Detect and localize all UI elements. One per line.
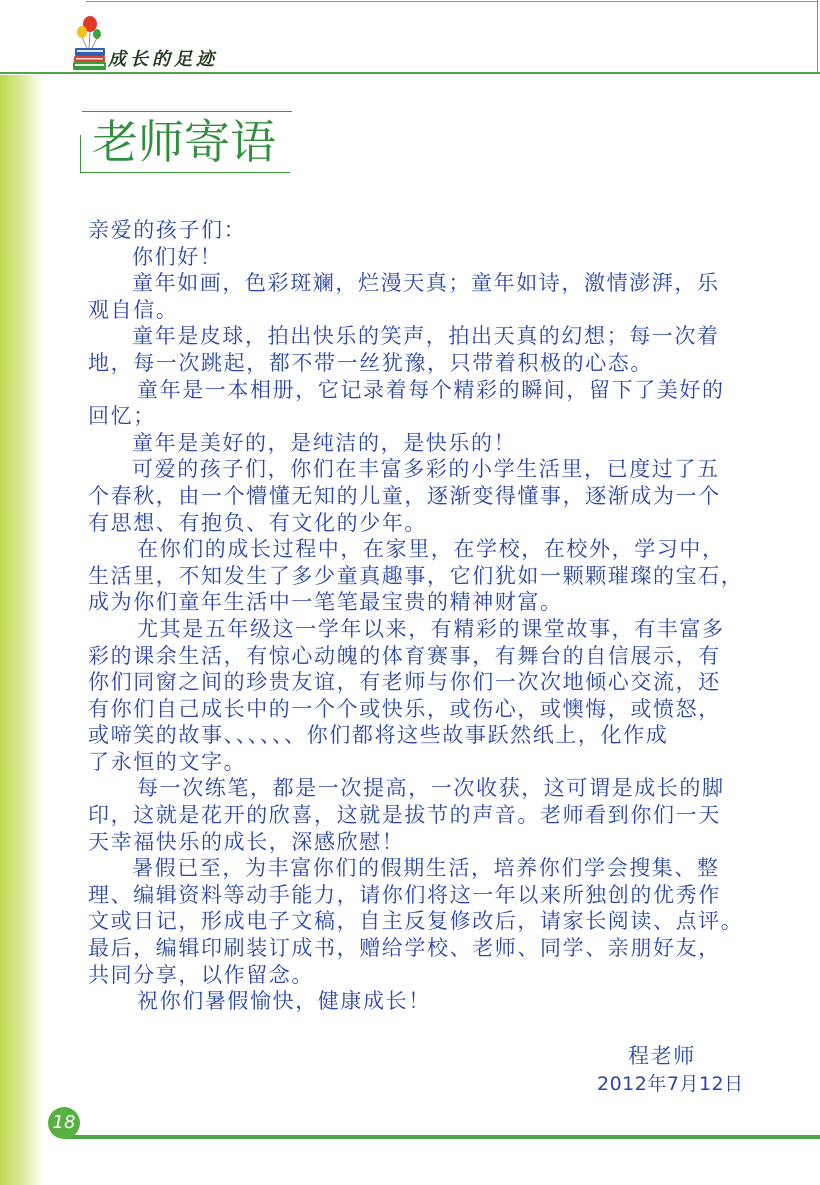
letter-line: 尤其是五年级这一学年以来，有精彩的课堂故事，有丰富多	[137, 616, 725, 641]
letter-greeting: 亲爱的孩子们：	[88, 218, 247, 242]
page-title: 老师寄语	[92, 115, 276, 169]
footer-divider	[64, 1135, 820, 1139]
letter-line: 天幸福快乐的成长，深感欣慰！	[88, 829, 405, 854]
letter-line: 或啼笑的故事、、、、、、你们都将这些故事跃然纸上，化作成	[88, 723, 669, 748]
letter-line: 成为你们童年生活中一笔笔最宝贵的精神财富。	[88, 590, 563, 615]
letter-line: 每一次练笔，都是一次提高，一次收获，这可谓是成长的脚	[137, 776, 725, 801]
letter-line: 你们同窗之间的珍贵友谊，有老师与你们一次次地倾心交流，还	[88, 670, 721, 695]
letter-line: 童年是一本相册，它记录着每个精彩的瞬间，留下了美好的	[137, 377, 725, 402]
letter-line: 有思想、有抱负、有文化的少年。	[88, 510, 427, 535]
letter-line: 可爱的孩子们，你们在丰富多彩的小学生活里，已度过了五	[132, 457, 720, 482]
header-frame-right	[817, 0, 818, 74]
letter-line: 生活里，不知发生了多少童真趣事，它们犹如一颗颗璀璨的宝石，	[88, 563, 744, 588]
letter-line: 你们好！	[132, 244, 223, 269]
letter-line: 回忆；	[88, 404, 156, 429]
letter-line: 了永恒的文字。	[88, 749, 247, 774]
left-decorative-strip	[0, 75, 44, 1185]
title-frame-top	[82, 111, 292, 112]
letter-line: 有你们自己成长中的一个个或快乐，或伤心，或懊悔，或愤怒，	[88, 696, 721, 721]
header-frame-top	[86, 1, 818, 2]
letter-line: 文或日记，形成电子文稿，自主反复修改后，请家长阅读、点评。	[88, 909, 744, 934]
letter-line: 印，这就是花开的欣喜，这就是拔节的声音。老师看到你们一天	[88, 803, 721, 828]
balloons-books-icon	[70, 14, 110, 72]
signature-name: 程老师	[628, 1044, 696, 1068]
letter-closing: 祝你们暑假愉快，健康成长！	[137, 989, 431, 1014]
letter-line: 彩的课余生活，有惊心动魄的体育赛事，有舞台的自信展示，有	[88, 643, 721, 668]
letter-line: 童年如画，色彩斑斓，烂漫天真；童年如诗，激情澎湃，乐	[132, 271, 720, 296]
page-number: 18	[48, 1107, 80, 1139]
letter-line: 理、编辑资料等动手能力，请你们将这一年以来所独创的优秀作	[88, 882, 721, 907]
letter-line: 个春秋，由一个懵懂无知的儿童，逐渐变得懂事，逐渐成为一个	[88, 483, 721, 508]
title-frame-left	[80, 135, 81, 173]
letter-line: 观自信。	[88, 297, 179, 322]
letter-line: 童年是皮球，拍出快乐的笑声，拍出天真的幻想；每一次着	[132, 324, 720, 349]
header-divider	[0, 72, 820, 74]
letter-line: 最后，编辑印刷装订成书，赠给学校、老师、同学、亲朋好友，	[88, 936, 721, 961]
letter-line: 共同分享，以作留念。	[88, 962, 314, 987]
letter-line: 在你们的成长过程中，在家里，在学校，在校外，学习中，	[137, 537, 725, 562]
letter-line: 地，每一次跳起，都不带一丝犹豫，只带着积极的心态。	[88, 350, 653, 375]
title-frame-bottom	[80, 172, 290, 173]
letter-body	[88, 217, 788, 1015]
letter-line: 暑假已至，为丰富你们的假期生活，培养你们学会搜集、整	[132, 856, 720, 881]
signature-date: 2012年7月12日	[597, 1073, 744, 1095]
letter-line: 童年是美好的，是纯洁的，是快乐的！	[132, 430, 517, 455]
section-title: 成长的足迹	[108, 49, 218, 70]
